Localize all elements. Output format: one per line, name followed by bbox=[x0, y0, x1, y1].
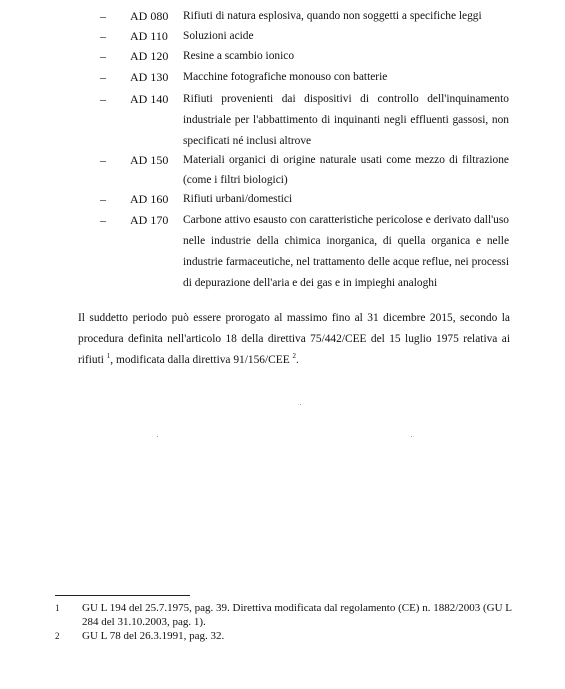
scan-speck bbox=[300, 404, 301, 405]
waste-description: Rifiuti di natura esplosiva, quando non soggetti a specifiche leggi bbox=[183, 10, 482, 22]
footnote-text: GU L 194 del 25.7.1975, pag. 39. Direttiva modificata dal regolamento (CE) n. 1882/2003 (GU L 284 del 31.10.2003, pag. 1). bbox=[82, 602, 512, 628]
waste-code: AD 130 bbox=[130, 70, 169, 84]
list-dash: – bbox=[100, 49, 106, 63]
list-dash: – bbox=[100, 153, 106, 167]
waste-code: AD 140 bbox=[130, 92, 169, 106]
body-paragraph bbox=[78, 308, 510, 371]
waste-code: AD 080 bbox=[130, 9, 169, 23]
waste-description: Carbone attivo esausto con caratteristiche pericolose e derivato dall'uso nelle industrie della chimica inorganica, di quella organica e nelle industrie farmaceutiche, nel trattamento delle acque reflue, nei processi di depurazione dell'aria e dei gas e in impieghi analoghi bbox=[183, 214, 509, 289]
waste-description: Macchine fotografiche monouso con batterie bbox=[183, 71, 388, 83]
footnote-number: 2 bbox=[55, 631, 60, 641]
footnote-reference: 1 bbox=[106, 352, 111, 361]
waste-description: Soluzioni acide bbox=[183, 30, 254, 42]
waste-code: AD 170 bbox=[130, 213, 169, 227]
list-dash: – bbox=[100, 70, 106, 84]
waste-description: Rifiuti urbani/domestici bbox=[183, 193, 293, 205]
footnote-text: GU L 78 del 26.3.1991, pag. 32. bbox=[82, 630, 225, 642]
waste-code: AD 110 bbox=[130, 29, 168, 43]
list-dash: – bbox=[100, 92, 106, 106]
paragraph-text: , modificata dalla direttiva 91/156/CEE bbox=[110, 354, 293, 366]
waste-code: AD 160 bbox=[130, 192, 169, 206]
list-dash: – bbox=[100, 213, 106, 227]
list-dash: – bbox=[100, 9, 106, 23]
footnote-number: 1 bbox=[55, 603, 60, 613]
waste-description: Rifiuti provenienti dai dispositivi di controllo dell'inquinamento industriale per l'abbattimento di inquinanti negli effluenti gassosi, non specificati né inclusi altrove bbox=[183, 93, 509, 147]
waste-code: AD 150 bbox=[130, 153, 169, 167]
waste-description: Resine a scambio ionico bbox=[183, 50, 295, 62]
scan-speck bbox=[411, 436, 412, 437]
scan-speck bbox=[157, 436, 158, 437]
list-dash: – bbox=[100, 192, 106, 206]
waste-description: Materiali organici di origine naturale usati come mezzo di filtrazione (come i filtri biologici) bbox=[183, 154, 509, 186]
paragraph-text: . bbox=[296, 354, 299, 366]
footnote-separator bbox=[55, 595, 190, 596]
waste-code: AD 120 bbox=[130, 49, 169, 63]
footnote-reference: 2 bbox=[292, 352, 296, 361]
list-dash: – bbox=[100, 29, 106, 43]
paragraph-text: Il suddetto periodo può essere prorogato al massimo fino al 31 dicembre 2015, secondo la procedura definita nell'articolo 18 della direttiva 75/442/CEE del 15 luglio 1975 relativa ai rifiuti bbox=[78, 312, 510, 366]
